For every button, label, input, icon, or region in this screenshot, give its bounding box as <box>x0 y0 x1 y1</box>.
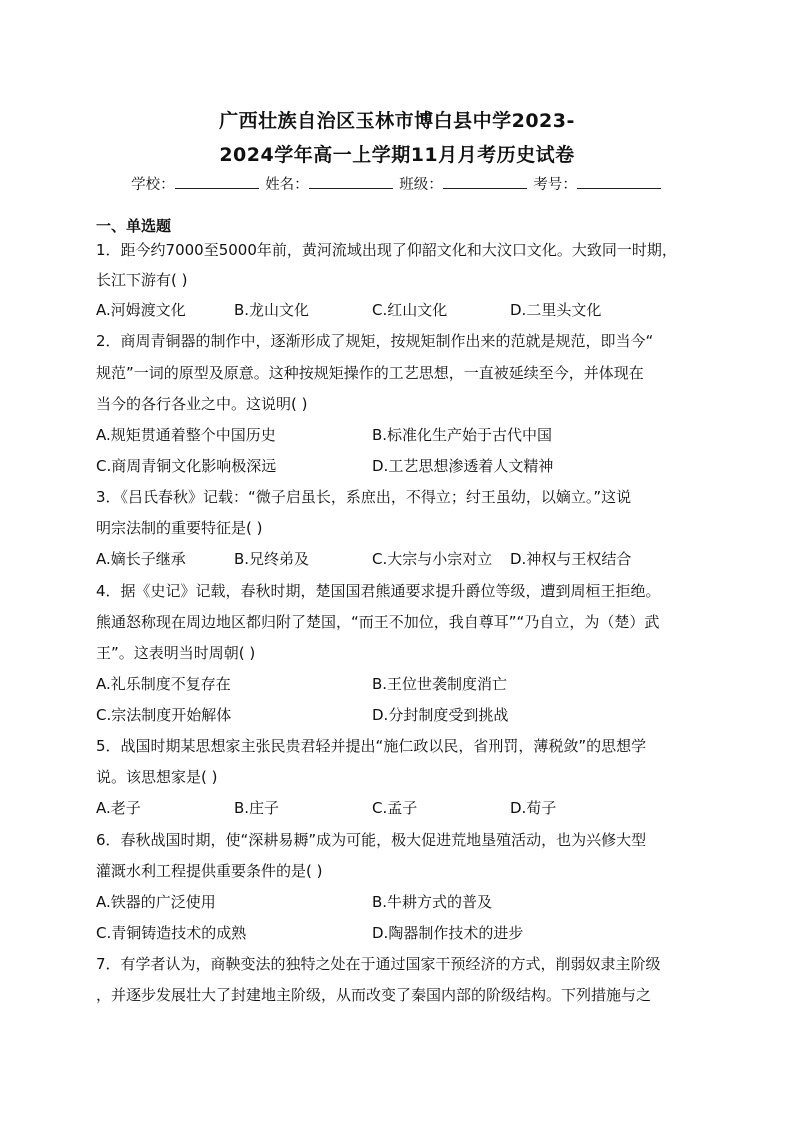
class-field[interactable] <box>399 173 529 194</box>
question-4-option-a[interactable]: A.礼乐制度不复存在 <box>96 675 231 693</box>
question-2-option-a[interactable]: A.规矩贯通着整个中国历史 <box>96 426 276 444</box>
question-1-option-c[interactable]: C.红山文化 <box>372 301 448 319</box>
question-1-line-2: 长江下游有( ) <box>96 271 188 289</box>
question-3-line-2: 明宗法制的重要特征是( ) <box>96 519 263 537</box>
exam-number-field[interactable] <box>533 173 663 194</box>
name-blank[interactable] <box>309 176 393 189</box>
question-4-line-2: 熊通怒称现在周边地区都归附了楚国，“而王不加位，我自尊耳”“乃自立，为（楚）武 <box>96 613 660 631</box>
question-5-line-1: 5．战国时期某思想家主张民贵君轻并提出“施仁政以民，省刑罚，薄税敛”的思想学 <box>96 737 647 755</box>
question-4-option-d[interactable]: D.分封制度受到挑战 <box>372 706 509 724</box>
question-1-line-1: 1．距今约7000至5000年前，黄河流域出现了仰韶文化和大汶口文化。大致同一时期， <box>96 241 677 259</box>
question-2-option-c[interactable]: C.商周青铜文化影响极深远 <box>96 457 277 475</box>
question-3-option-b[interactable]: B.兄终弟及 <box>234 550 310 568</box>
question-7-line-1: 7．有学者认为，商鞅变法的独特之处在于通过国家干预经济的方式，削弱奴隶主阶级 <box>96 955 661 973</box>
question-6-option-b[interactable]: B.牛耕方式的普及 <box>372 893 493 911</box>
question-1-option-b[interactable]: B.龙山文化 <box>234 301 310 319</box>
question-2-line-3: 当今的各行各业之中。这说明( ) <box>96 395 308 413</box>
question-6-line-2: 灌溉水利工程提供重要条件的是( ) <box>96 862 323 880</box>
question-5-option-b[interactable]: B.庄子 <box>234 799 280 817</box>
question-4-line-1: 4．据《史记》记载，春秋时期，楚国国君熊通要求提升爵位等级，遭到周桓王拒绝。 <box>96 582 661 600</box>
section-title: 一、单选题 <box>96 217 172 235</box>
question-1-option-a[interactable]: A.河姆渡文化 <box>96 301 186 319</box>
student-info-row <box>0 173 794 194</box>
question-6-option-d[interactable]: D.陶器制作技术的进步 <box>372 924 524 942</box>
question-2-option-d[interactable]: D.工艺思想渗透着人文精神 <box>372 457 554 475</box>
exam-number-blank[interactable] <box>577 176 661 189</box>
question-2-option-b[interactable]: B.标准化生产始于古代中国 <box>372 426 553 444</box>
exam-title-line2: 2024学年高一上学期11月月考历史试卷 <box>219 144 575 166</box>
question-4-option-c[interactable]: C.宗法制度开始解体 <box>96 706 232 724</box>
question-3-option-c[interactable]: C.大宗与小宗对立 <box>372 550 493 568</box>
name-field[interactable] <box>265 173 395 194</box>
exam-title-line1: 广西壮族自治区玉林市博白县中学2023- <box>219 110 575 132</box>
question-4-option-b[interactable]: B.王位世袭制度消亡 <box>372 675 508 693</box>
question-5-line-2: 说。该思想家是( ) <box>96 768 218 786</box>
question-6-option-c[interactable]: C.青铜铸造技术的成熟 <box>96 924 247 942</box>
school-blank[interactable] <box>175 176 259 189</box>
exam-number-label: 考号： <box>533 177 577 193</box>
question-2-line-2: 规范”一词的原型及原意。这种按规矩操作的工艺思想，一直被延续至今，并体现在 <box>96 364 644 382</box>
school-field[interactable] <box>131 173 261 194</box>
school-label: 学校： <box>131 177 175 193</box>
question-7-line-2: ，并逐步发展壮大了封建地主阶级，从而改变了秦国内部的阶级结构。下列措施与之 <box>96 986 652 1004</box>
question-3-line-1: 3．《吕氏春秋》记载：“微子启虽长，系庶出，不得立；纣王虽幼，以嫡立。”这说 <box>96 488 632 506</box>
question-5-option-a[interactable]: A.老子 <box>96 799 141 817</box>
question-6-option-a[interactable]: A.铁器的广泛使用 <box>96 893 216 911</box>
question-5-option-d[interactable]: D.荀子 <box>510 799 557 817</box>
name-label: 姓名： <box>265 177 309 193</box>
question-5-option-c[interactable]: C.孟子 <box>372 799 418 817</box>
question-1-option-d[interactable]: D.二里头文化 <box>510 301 602 319</box>
class-label: 班级： <box>399 177 443 193</box>
question-4-line-3: 王”。这表明当时周朝( ) <box>96 644 256 662</box>
question-6-line-1: 6．春秋战国时期，使“深耕易耨”成为可能，极大促进荒地垦殖活动，也为兴修大型 <box>96 831 647 849</box>
class-blank[interactable] <box>443 176 527 189</box>
question-3-option-d[interactable]: D.神权与王权结合 <box>510 550 632 568</box>
question-2-line-1: 2．商周青铜器的制作中，逐渐形成了规矩，按规矩制作出来的范就是规范，即当今“ <box>96 332 654 350</box>
question-3-option-a[interactable]: A.嫡长子继承 <box>96 550 186 568</box>
